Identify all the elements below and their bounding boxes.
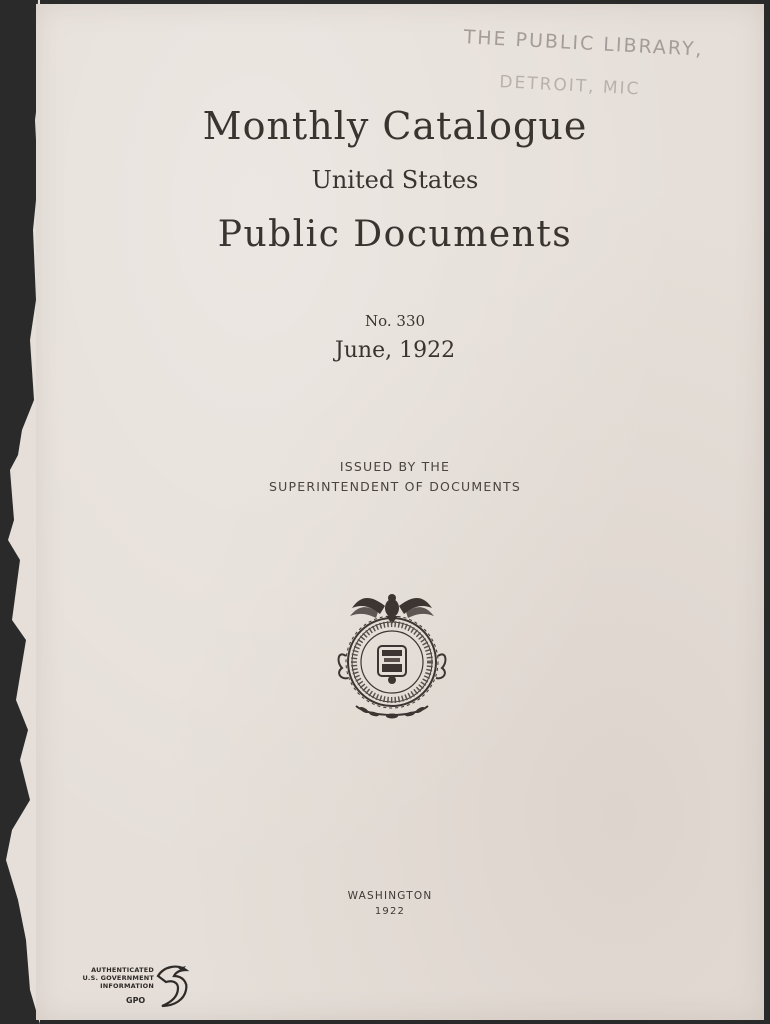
document-page	[36, 4, 764, 1020]
issue-number: No. 330	[364, 312, 426, 330]
catalogue-title-2: Public Documents	[217, 214, 573, 255]
imprint-city: WASHINGTON	[347, 890, 433, 902]
eagle-logo-icon	[152, 960, 192, 1008]
government-printing-office-seal-icon	[330, 590, 454, 726]
issuer-line-1: ISSUED BY THE	[339, 459, 451, 474]
imprint-year: 1922	[374, 906, 406, 917]
authentication-line-3: INFORMATION	[100, 982, 154, 990]
authentication-line-2: U.S. GOVERNMENT	[82, 974, 154, 982]
stamp-line-library: THE PUBLIC LIBRARY,	[463, 26, 705, 61]
authentication-text	[64, 966, 154, 990]
issuer-line-2: SUPERINTENDENT OF DOCUMENTS	[269, 479, 521, 494]
catalogue-title: Monthly Catalogue	[202, 104, 588, 148]
authentication-line-1: AUTHENTICATED	[91, 966, 154, 974]
stamp-line-city: DETROIT, MIC	[498, 72, 641, 100]
issue-date: June, 1922	[334, 338, 456, 363]
gpo-mark: GPO	[126, 996, 146, 1005]
torn-left-edge	[0, 0, 40, 1024]
gpo-authentication-logo	[64, 960, 194, 1020]
catalogue-subtitle: United States	[311, 166, 479, 194]
